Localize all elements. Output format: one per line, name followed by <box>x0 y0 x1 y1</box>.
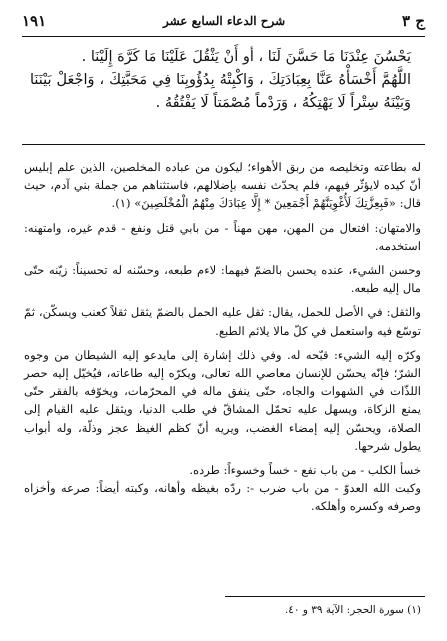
volume-label: ج ٣ <box>402 12 425 30</box>
commentary-text <box>24 158 421 522</box>
supplication-line: اللَّهُمَّ أَخْسَأْهُ عَنَّا بِعِبَادَتِكَ ، وَاكْبِتْهُ بِدُؤُوبِنَا فِي مَحَبَّتِكَ ، وَاجْعَلْ بَيْنَنَا وَبَيْنَهُ سِتْراً لَا يَهْتِكُهُ ، وَرَدْماً مُصْمَتاً لَا يَفْتُقُهُ . <box>30 72 411 111</box>
page-header <box>22 8 425 34</box>
footnote: (١) سورة الحجر: الآية ٣٩ و ٤٠. <box>284 604 421 616</box>
running-title: شرح الدعاء السابع عشر <box>162 14 286 28</box>
supplication-text <box>30 46 411 115</box>
section-divider <box>22 144 425 145</box>
commentary-paragraph: وحسن الشيء، عنده يحسن بالضمّ فيهما: لاءم طبعه، وحسّنه له تحسيناً: زيّنه حتّى مال إليه طبعه. <box>24 263 421 296</box>
footnote-rule <box>225 596 425 597</box>
commentary-paragraph: والثقل: في الأصل للحمل، يقال: ثقل عليه الحمل بالضمّ يثقل ثقلاً كعنب ويسكّن، ثمّ توسّع فيه واستعمل في كلّ مالا يلائم الطبع. <box>24 305 421 338</box>
page-number: ١٩١ <box>22 12 47 30</box>
header-rule <box>22 36 425 37</box>
commentary-paragraph: وكرّه إليه الشيء: قبّحه له. وفي ذلك إشارة إلى مايدعو إليه الشيطان من وجوه الشرّ؛ فإنّه يحسّن للإنسان معاصي الله تعالى، ويكرّه إليه طاعاته، فيُخيّل إليه حصر اللذّات في الشهوات والجاه، حتّى ينفق ماله في المحرّمات، ويخوّفه بالفقر حتّى يمنع الزكاة، ويسهل عليه تحمّل المشاقّ في طلب الدنيا، ويثقل عليه القيام إلى الصلاة، ويحسّن إليه إمضاء الغضب، ويريه أنّ كظم الغيظ عجز وذلّة، وله أبواب يطول شرحها. <box>24 347 421 453</box>
commentary-paragraph: له بطاعته وتخليصه من ربق الأهواء؛ ليكون من عباده المخلصين، الذين علم إبليس أنّ كيده لايؤثّر فيهم، فلم يحدّث نفسه بإضلالهم، فاستثناهم من جملة بني آدم، حيث قال: «فَبِعِزَّتِكَ لَأُغْوِيَنَّهُمْ أَجْمَعِينَ * إِلَّا عِبَادَكَ مِنْهُمُ الْمُخْلَصِينَ» (١). <box>24 160 421 211</box>
supplication-line: يَحْسُنَ عِنْدَنَا مَا حَسَّنَ لَنَا ، أو أَنْ يَثْقُلَ عَلَيْنَا مَا كَرَّهَ إِلَيْنَا . <box>81 49 411 65</box>
commentary-paragraph: والامتهان: افتعال من المهن، مهن مهناً - من بابي قتل ونفع - قدم غيره، وامتهنه: استخدمه. <box>24 220 421 253</box>
commentary-paragraph: وكبت الله العدوّ - من باب ضرب -: ردّه بغيظه وأهانه، وكبته أيضاً: صرعه وأخزاه وصرفه وكسره وأهلكه. <box>24 481 421 514</box>
commentary-paragraph: خسأ الكلب - من باب نفع - خساً وخسوءاً: طرده. <box>189 463 421 478</box>
